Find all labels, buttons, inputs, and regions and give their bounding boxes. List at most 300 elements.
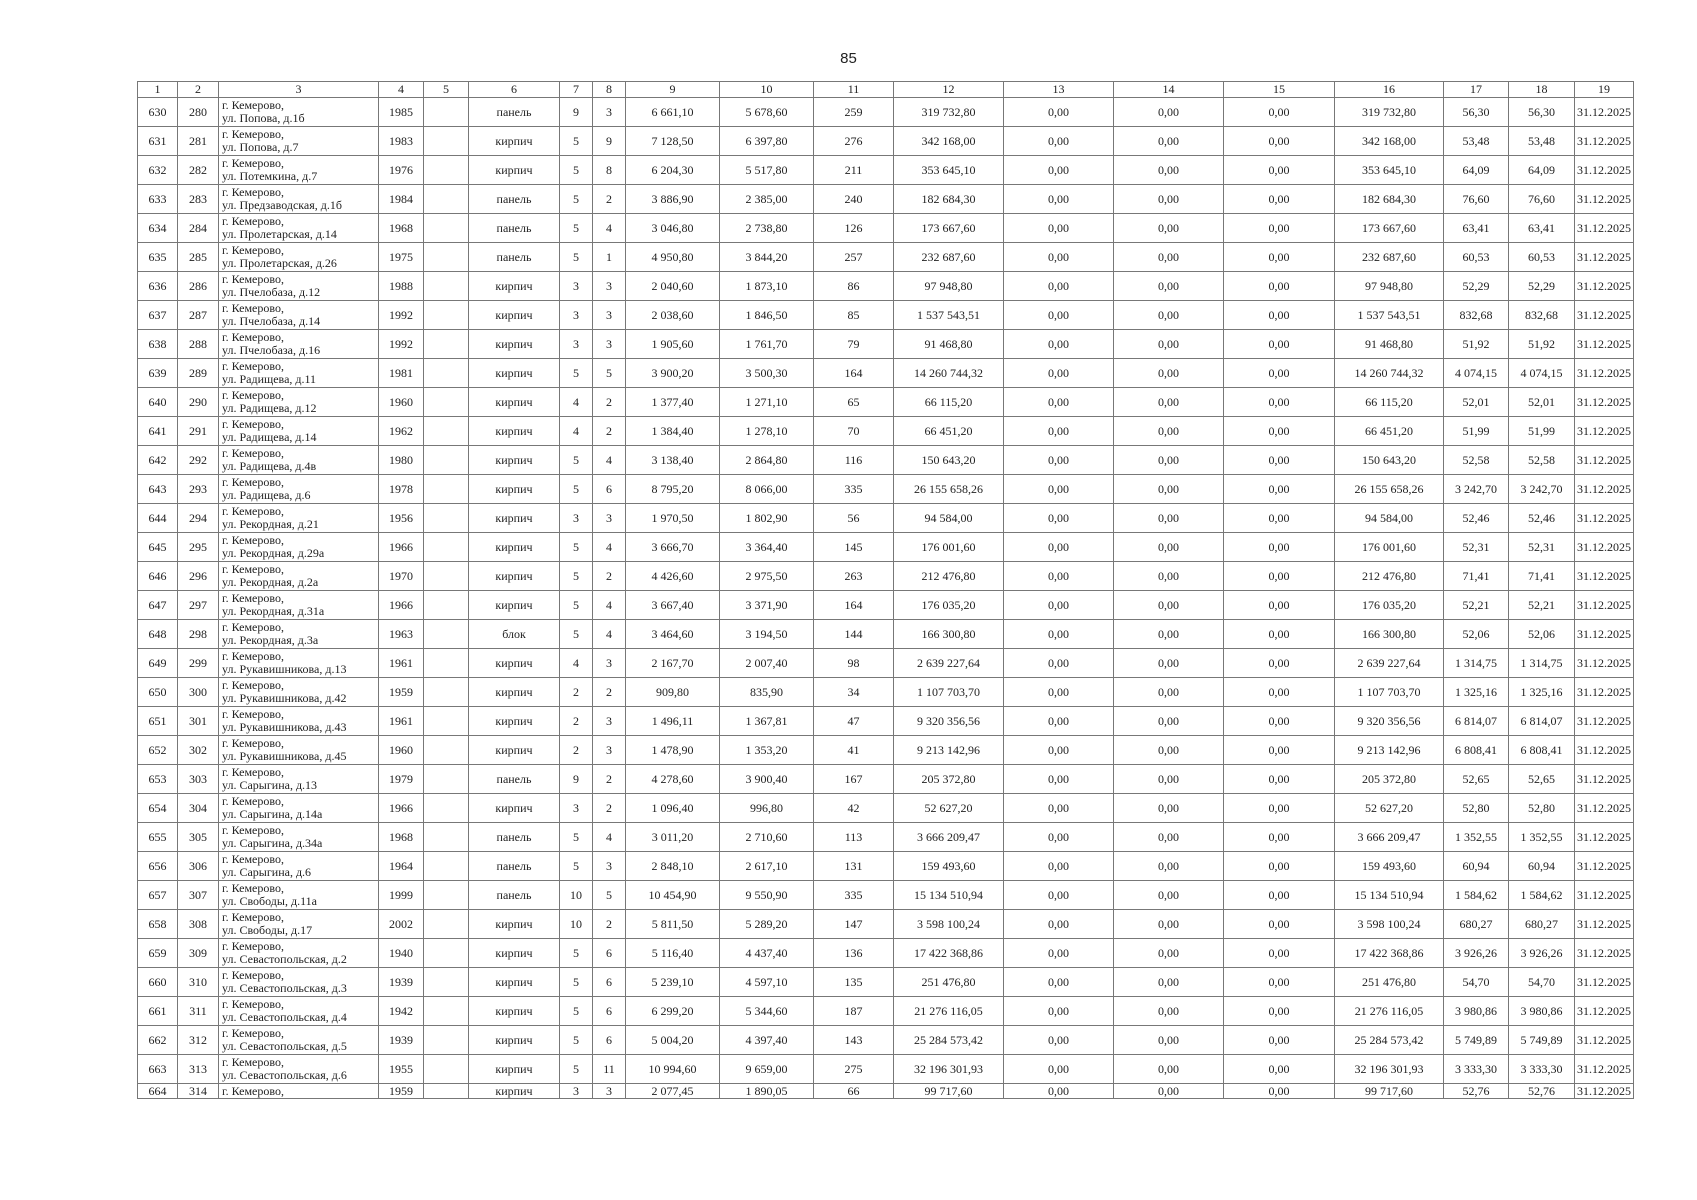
table-cell: 91 468,80 <box>894 330 1004 359</box>
table-row <box>138 939 1634 968</box>
table-cell: 0,00 <box>1004 533 1114 562</box>
table-cell: 1966 <box>379 591 424 620</box>
table-cell: 1 384,40 <box>626 417 720 446</box>
table-row <box>138 446 1634 475</box>
address-cell <box>219 388 379 417</box>
table-cell: 288 <box>178 330 219 359</box>
table-cell: 342 168,00 <box>1335 127 1444 156</box>
table-cell: 5 749,89 <box>1509 1026 1575 1055</box>
table-cell: 240 <box>814 185 894 214</box>
table-cell: кирпич <box>469 910 560 939</box>
table-cell: 3 <box>560 1084 593 1099</box>
table-cell: 4 <box>593 591 626 620</box>
table-cell: 3 <box>593 1084 626 1099</box>
table-cell: 636 <box>138 272 178 301</box>
table-cell: 282 <box>178 156 219 185</box>
table-cell: 0,00 <box>1114 98 1224 127</box>
table-cell: 653 <box>138 765 178 794</box>
table-cell: 1980 <box>379 446 424 475</box>
table-cell: 51,99 <box>1509 417 1575 446</box>
table-cell: 86 <box>814 272 894 301</box>
address-cell <box>219 156 379 185</box>
table-cell: 305 <box>178 823 219 852</box>
table-cell: 60,94 <box>1444 852 1509 881</box>
table-cell: 0,00 <box>1114 881 1224 910</box>
table-cell: 17 422 368,86 <box>1335 939 1444 968</box>
table-cell: 31.12.2025 <box>1575 620 1634 649</box>
address-street: ул. Радищева, д.4в <box>222 459 317 473</box>
address-street: ул. Радищева, д.6 <box>222 488 311 502</box>
table-cell <box>424 185 469 214</box>
table-cell: 3 900,20 <box>626 359 720 388</box>
table-cell: 52,58 <box>1509 446 1575 475</box>
table-cell: 66 451,20 <box>894 417 1004 446</box>
address-cell <box>219 243 379 272</box>
table-cell: 299 <box>178 649 219 678</box>
table-cell: панель <box>469 765 560 794</box>
table-cell: 0,00 <box>1004 417 1114 446</box>
address-cell <box>219 910 379 939</box>
table-cell: 167 <box>814 765 894 794</box>
table-cell: 2 <box>593 185 626 214</box>
table-cell: 0,00 <box>1004 620 1114 649</box>
address-city: г. Кемерово, <box>222 533 284 547</box>
table-row <box>138 620 1634 649</box>
table-cell: 638 <box>138 330 178 359</box>
table-cell <box>424 98 469 127</box>
table-cell: 297 <box>178 591 219 620</box>
address-city: г. Кемерово, <box>222 620 284 634</box>
address-street: ул. Попова, д.7 <box>222 140 299 154</box>
table-cell: 1 377,40 <box>626 388 720 417</box>
table-cell: 645 <box>138 533 178 562</box>
table-cell: панель <box>469 243 560 272</box>
table-cell: 31.12.2025 <box>1575 678 1634 707</box>
table-cell: 656 <box>138 852 178 881</box>
address-cell <box>219 272 379 301</box>
table-cell: 60,94 <box>1509 852 1575 881</box>
table-cell: 291 <box>178 417 219 446</box>
address-city: г. Кемерово, <box>222 243 284 257</box>
table-cell: 25 284 573,42 <box>894 1026 1004 1055</box>
table-cell: 0,00 <box>1224 156 1335 185</box>
address-city: г. Кемерово, <box>222 678 284 692</box>
table-cell: 0,00 <box>1004 388 1114 417</box>
table-cell: 5 <box>560 968 593 997</box>
address-city: г. Кемерово, <box>222 736 284 750</box>
table-cell: 1 802,90 <box>720 504 814 533</box>
table-cell: 1 761,70 <box>720 330 814 359</box>
table-cell: панель <box>469 881 560 910</box>
table-row <box>138 910 1634 939</box>
table-cell: 0,00 <box>1224 620 1335 649</box>
table-cell: 0,00 <box>1114 272 1224 301</box>
table-cell: 1985 <box>379 98 424 127</box>
table-cell: 31.12.2025 <box>1575 417 1634 446</box>
table-cell: 1 <box>593 243 626 272</box>
address-city: г. Кемерово, <box>222 649 284 663</box>
table-cell: 0,00 <box>1224 852 1335 881</box>
table-cell: 6 808,41 <box>1444 736 1509 765</box>
table-cell: 5 517,80 <box>720 156 814 185</box>
address-street: ул. Рекордная, д.3а <box>222 633 319 647</box>
table-cell: 5 <box>560 1055 593 1084</box>
table-cell: 0,00 <box>1224 765 1335 794</box>
table-cell: 835,90 <box>720 678 814 707</box>
table-cell: 1 496,11 <box>626 707 720 736</box>
table-cell: 0,00 <box>1114 1055 1224 1084</box>
table-cell: 4 950,80 <box>626 243 720 272</box>
table-cell: 176 001,60 <box>894 533 1004 562</box>
table-cell: 1 584,62 <box>1444 881 1509 910</box>
column-header: 8 <box>593 82 626 98</box>
table-cell: 1 271,10 <box>720 388 814 417</box>
table-cell: 1 873,10 <box>720 272 814 301</box>
table-cell: 66 <box>814 1084 894 1099</box>
table-cell: 51,92 <box>1509 330 1575 359</box>
table-cell: 1939 <box>379 1026 424 1055</box>
address-city: г. Кемерово, <box>222 562 284 576</box>
table-cell: 5 <box>560 214 593 243</box>
table-cell: 303 <box>178 765 219 794</box>
table-cell: кирпич <box>469 1026 560 1055</box>
table-cell: 17 422 368,86 <box>894 939 1004 968</box>
table-cell: 4 426,60 <box>626 562 720 591</box>
table-cell: 6 814,07 <box>1444 707 1509 736</box>
table-cell: 644 <box>138 504 178 533</box>
table-cell: 3 464,60 <box>626 620 720 649</box>
table-cell: 9 320 356,56 <box>894 707 1004 736</box>
table-cell: 52,65 <box>1509 765 1575 794</box>
table-cell: 0,00 <box>1004 794 1114 823</box>
table-cell: 187 <box>814 997 894 1026</box>
table-cell: 2 <box>593 765 626 794</box>
table-cell: 1992 <box>379 301 424 330</box>
table-cell: 1 107 703,70 <box>894 678 1004 707</box>
table-cell: 52,46 <box>1444 504 1509 533</box>
table-cell: 164 <box>814 359 894 388</box>
table-cell: 6 814,07 <box>1509 707 1575 736</box>
table-cell: 1959 <box>379 678 424 707</box>
table-cell <box>424 736 469 765</box>
table-cell: 5 <box>560 127 593 156</box>
table-cell: 635 <box>138 243 178 272</box>
table-cell: 0,00 <box>1114 678 1224 707</box>
table-cell: 76,60 <box>1444 185 1509 214</box>
table-cell: 6 808,41 <box>1509 736 1575 765</box>
table-cell: 52 627,20 <box>894 794 1004 823</box>
table-cell: 302 <box>178 736 219 765</box>
table-cell: 31.12.2025 <box>1575 1026 1634 1055</box>
table-cell: 1976 <box>379 156 424 185</box>
table-cell: кирпич <box>469 417 560 446</box>
address-street: ул. Пчелобаза, д.14 <box>222 314 321 328</box>
table-cell <box>424 678 469 707</box>
table-cell: 5 <box>560 852 593 881</box>
table-cell: кирпич <box>469 446 560 475</box>
table-cell: кирпич <box>469 997 560 1026</box>
table-cell: 2 738,80 <box>720 214 814 243</box>
table-cell: 1 478,90 <box>626 736 720 765</box>
table-cell: 9 320 356,56 <box>1335 707 1444 736</box>
table-cell: 2 864,80 <box>720 446 814 475</box>
table-cell: 0,00 <box>1004 997 1114 1026</box>
table-cell: 313 <box>178 1055 219 1084</box>
table-cell: 0,00 <box>1004 330 1114 359</box>
table-cell: 97 948,80 <box>894 272 1004 301</box>
table-cell: 5 749,89 <box>1444 1026 1509 1055</box>
table-row <box>138 1055 1634 1084</box>
table-cell: 31.12.2025 <box>1575 591 1634 620</box>
table-cell: 131 <box>814 852 894 881</box>
table-cell: 1981 <box>379 359 424 388</box>
table-cell: 70 <box>814 417 894 446</box>
table-cell <box>424 968 469 997</box>
table-cell: 257 <box>814 243 894 272</box>
address-cell <box>219 562 379 591</box>
table-cell: 176 035,20 <box>894 591 1004 620</box>
address-city: г. Кемерово, <box>222 214 284 228</box>
table-cell <box>424 475 469 504</box>
table-cell: кирпич <box>469 475 560 504</box>
address-street: ул. Рукавишникова, д.42 <box>222 691 347 705</box>
table-cell: 21 276 116,05 <box>894 997 1004 1026</box>
address-cell <box>219 649 379 678</box>
table-cell: 0,00 <box>1114 910 1224 939</box>
table-cell: 31.12.2025 <box>1575 823 1634 852</box>
table-cell: 0,00 <box>1004 98 1114 127</box>
table-cell: 648 <box>138 620 178 649</box>
table-row <box>138 504 1634 533</box>
table-cell: 98 <box>814 649 894 678</box>
table-cell: 0,00 <box>1004 272 1114 301</box>
table-cell: 630 <box>138 98 178 127</box>
table-cell: 275 <box>814 1055 894 1084</box>
address-cell <box>219 823 379 852</box>
table-cell <box>424 1084 469 1099</box>
table-cell: 2 <box>593 794 626 823</box>
table-cell: 1961 <box>379 649 424 678</box>
table-cell: 52,80 <box>1444 794 1509 823</box>
table-cell: 31.12.2025 <box>1575 968 1634 997</box>
table-cell: 1 107 703,70 <box>1335 678 1444 707</box>
table-row <box>138 1084 1634 1099</box>
table-cell: 0,00 <box>1224 910 1335 939</box>
table-cell: кирпич <box>469 707 560 736</box>
table-cell: 31.12.2025 <box>1575 736 1634 765</box>
table-cell: 0,00 <box>1224 591 1335 620</box>
table-cell: 0,00 <box>1114 620 1224 649</box>
table-cell: кирпич <box>469 968 560 997</box>
table-cell: 0,00 <box>1114 852 1224 881</box>
address-cell <box>219 1055 379 1084</box>
table-cell: 1 890,05 <box>720 1084 814 1099</box>
table-cell: 56,30 <box>1444 98 1509 127</box>
table-cell: 1 325,16 <box>1444 678 1509 707</box>
table-cell: 1963 <box>379 620 424 649</box>
address-street: ул. Сарыгина, д.6 <box>222 865 312 879</box>
table-cell: 657 <box>138 881 178 910</box>
table-cell: 4 437,40 <box>720 939 814 968</box>
table-cell: 0,00 <box>1114 359 1224 388</box>
address-city: г. Кемерово, <box>222 446 284 460</box>
table-cell: 307 <box>178 881 219 910</box>
table-cell: 655 <box>138 823 178 852</box>
table-cell: 1962 <box>379 417 424 446</box>
address-cell <box>219 881 379 910</box>
table-row <box>138 214 1634 243</box>
table-cell: 2 <box>593 417 626 446</box>
table-cell: 1 367,81 <box>720 707 814 736</box>
table-cell: 1 314,75 <box>1509 649 1575 678</box>
table-cell: 0,00 <box>1004 359 1114 388</box>
table-cell: 1984 <box>379 185 424 214</box>
table-cell: панель <box>469 214 560 243</box>
table-cell: 296 <box>178 562 219 591</box>
table-cell: 1955 <box>379 1055 424 1084</box>
table-cell: 680,27 <box>1509 910 1575 939</box>
table-cell: 832,68 <box>1509 301 1575 330</box>
table-cell: 660 <box>138 968 178 997</box>
address-cell <box>219 794 379 823</box>
table-cell: 3 138,40 <box>626 446 720 475</box>
table-cell: 66 115,20 <box>1335 388 1444 417</box>
table-cell: 4 <box>593 823 626 852</box>
table-cell: 5 239,10 <box>626 968 720 997</box>
table-cell: 0,00 <box>1224 330 1335 359</box>
table-cell: 94 584,00 <box>1335 504 1444 533</box>
table-cell: 14 260 744,32 <box>894 359 1004 388</box>
table-cell: 0,00 <box>1224 881 1335 910</box>
address-street: ул. Севастопольская, д.3 <box>222 981 347 995</box>
table-cell: кирпич <box>469 301 560 330</box>
table-cell: 2 617,10 <box>720 852 814 881</box>
table-cell: 342 168,00 <box>894 127 1004 156</box>
table-cell: 136 <box>814 939 894 968</box>
table-cell: 3 371,90 <box>720 591 814 620</box>
table-cell: 1968 <box>379 214 424 243</box>
address-city: г. Кемерово, <box>222 504 284 518</box>
table-cell: 26 155 658,26 <box>1335 475 1444 504</box>
table-cell: 232 687,60 <box>1335 243 1444 272</box>
table-cell: 0,00 <box>1224 823 1335 852</box>
column-header: 1 <box>138 82 178 98</box>
address-street: ул. Радищева, д.14 <box>222 430 317 444</box>
table-cell: 0,00 <box>1004 243 1114 272</box>
table-cell: 298 <box>178 620 219 649</box>
table-cell: 0,00 <box>1224 649 1335 678</box>
table-cell: 0,00 <box>1004 504 1114 533</box>
table-cell: 3 926,26 <box>1444 939 1509 968</box>
table-cell: 113 <box>814 823 894 852</box>
table-cell: 1 537 543,51 <box>1335 301 1444 330</box>
table-cell: 283 <box>178 185 219 214</box>
table-cell: 9 <box>560 765 593 794</box>
address-cell <box>219 997 379 1026</box>
table-cell: 94 584,00 <box>894 504 1004 533</box>
table-cell: 5 <box>560 939 593 968</box>
table-cell: 314 <box>178 1084 219 1099</box>
table-cell: 1983 <box>379 127 424 156</box>
table-cell: 31.12.2025 <box>1575 272 1634 301</box>
address-street: ул. Свободы, д.11а <box>222 894 317 908</box>
table-cell: 3 333,30 <box>1444 1055 1509 1084</box>
address-street: ул. Сарыгина, д.34а <box>222 836 323 850</box>
table-cell: 4 <box>560 417 593 446</box>
table-cell: 1 352,55 <box>1509 823 1575 852</box>
table-cell: 71,41 <box>1444 562 1509 591</box>
table-cell: 166 300,80 <box>894 620 1004 649</box>
table-cell: 1960 <box>379 388 424 417</box>
table-cell: 637 <box>138 301 178 330</box>
table-cell: 641 <box>138 417 178 446</box>
table-cell: 651 <box>138 707 178 736</box>
table-row <box>138 185 1634 214</box>
table-cell: 5 289,20 <box>720 910 814 939</box>
address-cell <box>219 678 379 707</box>
table-cell: 54,70 <box>1444 968 1509 997</box>
table-cell <box>424 1055 469 1084</box>
table-cell: кирпич <box>469 1084 560 1099</box>
table-cell: 3 242,70 <box>1444 475 1509 504</box>
table-cell: 0,00 <box>1224 997 1335 1026</box>
table-cell: 0,00 <box>1224 272 1335 301</box>
table-cell <box>424 330 469 359</box>
table-cell: 631 <box>138 127 178 156</box>
table-cell: 2 <box>560 678 593 707</box>
table-cell: 0,00 <box>1224 678 1335 707</box>
table-cell: 0,00 <box>1004 852 1114 881</box>
table-cell: 3 194,50 <box>720 620 814 649</box>
table-cell: 0,00 <box>1224 214 1335 243</box>
table-cell <box>424 823 469 852</box>
table-cell: 97 948,80 <box>1335 272 1444 301</box>
table-cell: 659 <box>138 939 178 968</box>
table-cell: 5 <box>560 185 593 214</box>
table-cell: 145 <box>814 533 894 562</box>
table-cell <box>424 272 469 301</box>
table-cell: 5 <box>560 475 593 504</box>
address-cell <box>219 707 379 736</box>
table-cell: 335 <box>814 881 894 910</box>
table-cell: 0,00 <box>1224 1026 1335 1055</box>
address-city: г. Кемерово, <box>222 910 284 924</box>
table-cell: 3 <box>593 736 626 765</box>
table-cell: 0,00 <box>1004 214 1114 243</box>
table-cell: 53,48 <box>1509 127 1575 156</box>
table-cell: 662 <box>138 1026 178 1055</box>
table-cell: 6 661,10 <box>626 98 720 127</box>
address-street: ул. Рукавишникова, д.45 <box>222 749 347 763</box>
table-cell: 10 454,90 <box>626 881 720 910</box>
address-city: г. Кемерово, <box>222 997 284 1011</box>
table-cell: 8 066,00 <box>720 475 814 504</box>
table-cell: 31.12.2025 <box>1575 910 1634 939</box>
table-cell <box>424 765 469 794</box>
table-cell: 60,53 <box>1444 243 1509 272</box>
table-cell: 5 <box>593 881 626 910</box>
table-cell: 9 213 142,96 <box>1335 736 1444 765</box>
table-cell: 832,68 <box>1444 301 1509 330</box>
table-cell: 0,00 <box>1114 156 1224 185</box>
column-header: 15 <box>1224 82 1335 98</box>
address-city: г. Кемерово, <box>222 98 284 112</box>
table-cell: 56,30 <box>1509 98 1575 127</box>
table-cell <box>424 591 469 620</box>
table-cell: 31.12.2025 <box>1575 881 1634 910</box>
address-cell <box>219 620 379 649</box>
table-cell: 52,06 <box>1509 620 1575 649</box>
